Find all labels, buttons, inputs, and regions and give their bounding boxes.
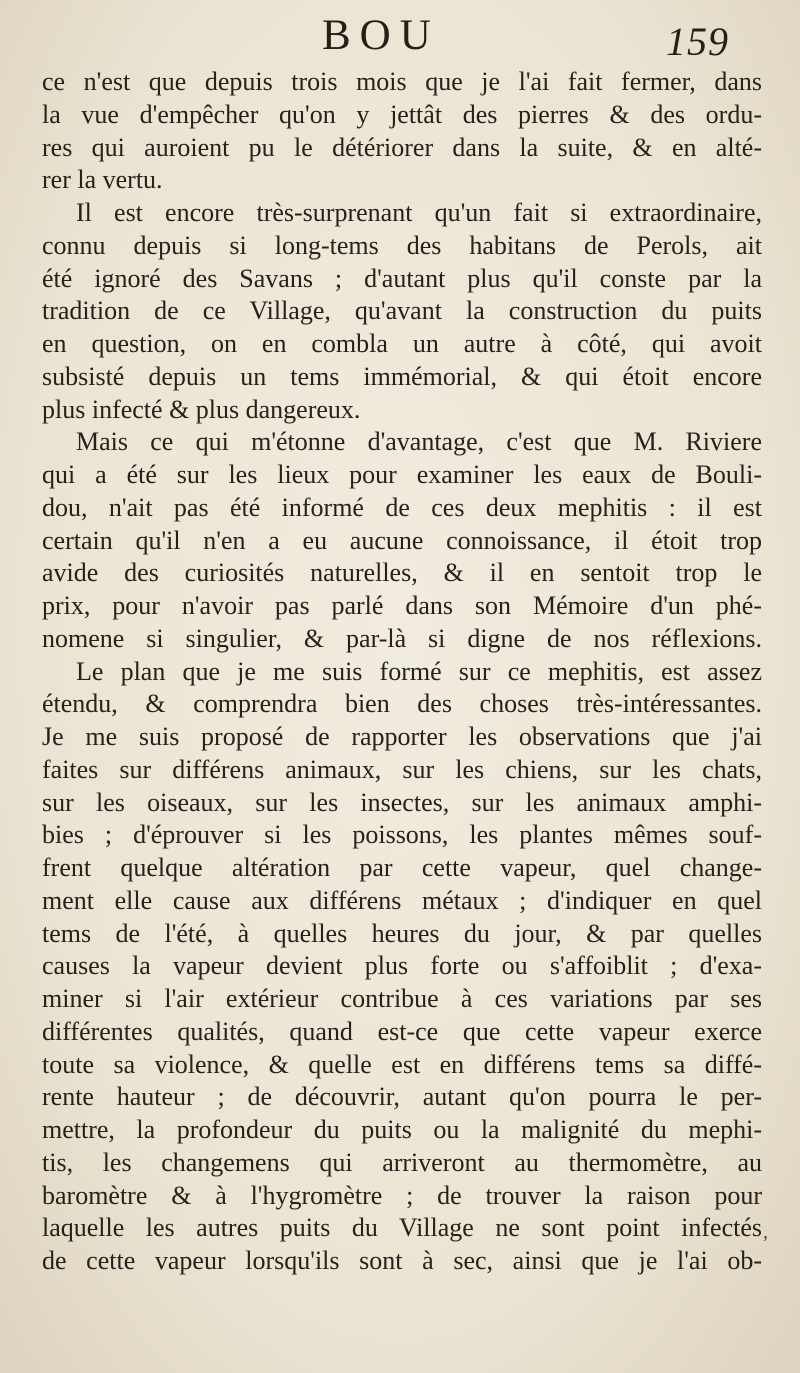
text-line: ce n'est que depuis trois mois que je l'ai fait fermer, dans	[42, 67, 762, 96]
text-line: tradition de ce Village, qu'avant la construction du puits	[42, 296, 762, 326]
text-line: prix, pour n'avoir pas parlé dans son Mémoire d'un phé-	[42, 591, 762, 620]
text-line: avide des curiosités naturelles, & il en sentoit trop le	[42, 558, 762, 588]
text-line: faites sur différens animaux, sur les chiens, sur les chats,	[42, 754, 762, 784]
text-line: plus infecté & plus dangereux.	[42, 394, 361, 424]
paragraph-first-line: Il est encore très-surprenant qu'un fait si extraordinaire,	[76, 198, 762, 227]
text-line: été ignoré des Savans ; d'autant plus qu'il conste par la	[42, 263, 762, 293]
text-line: sur les oiseaux, sur les insectes, sur les animaux amphi-	[42, 787, 762, 817]
text-line: bies ; d'éprouver si les poissons, les plantes mêmes souf-	[42, 820, 762, 850]
text-line: baromètre & à l'hygromètre ; de trouver la raison pour	[42, 1180, 762, 1210]
text-line: connu depuis si long-tems des habitans de Perols, ait	[42, 230, 762, 260]
text-line: de cette vapeur lorsqu'ils sont à sec, ainsi que je l'ai ob-	[42, 1246, 762, 1275]
text-line: tis, les changemens qui arriveront au thermomètre, au	[42, 1147, 762, 1177]
text-line: la vue d'empêcher qu'on y jettât des pierres & des ordu-	[42, 99, 762, 129]
text-line: Je me suis proposé de rapporter les observations que j'ai	[42, 722, 762, 751]
text-line: certain qu'il n'en a eu aucune connoissance, il étoit trop	[42, 525, 762, 555]
text-line: res qui auroient pu le détériorer dans la suite, & en alté-	[42, 132, 762, 162]
text-line: ment elle cause aux différens métaux ; d'indiquer en quel	[42, 885, 762, 915]
text-line: mettre, la profondeur du puits ou la malignité du mephi-	[42, 1115, 762, 1144]
text-line: frent quelque altération par cette vapeur, quel change-	[42, 853, 762, 882]
text-line: causes la vapeur devient plus forte ou s'affoiblit ; d'exa-	[42, 951, 762, 981]
body-text	[42, 66, 762, 1278]
text-line: toute sa violence, & quelle est en différens tems sa diffé-	[42, 1049, 762, 1079]
running-head: BOU	[322, 12, 440, 59]
text-line: miner si l'air extérieur contribue à ces variations par ses	[42, 984, 762, 1013]
text-line: rer la vertu.	[42, 165, 163, 195]
paragraph-first-line: Le plan que je me suis formé sur ce mephitis, est assez	[76, 656, 762, 686]
text-line: en question, on en combla un autre à côté, qui avoit	[42, 329, 762, 358]
text-line: nomene si singulier, & par-là si digne de nos réflexions.	[42, 623, 762, 653]
margin-speck: ’	[762, 1232, 769, 1254]
text-line: subsisté depuis un tems immémorial, & qui étoit encore	[42, 361, 762, 391]
text-line: dou, n'ait pas été informé de ces deux mephitis : il est	[42, 492, 762, 522]
page-number: 159	[666, 19, 729, 64]
text-line: qui a été sur les lieux pour examiner les eaux de Bouli-	[42, 460, 762, 489]
text-line: différentes qualités, quand est-ce que cette vapeur exerce	[42, 1016, 762, 1046]
paragraph-first-line: Mais ce qui m'étonne d'avantage, c'est que M. Riviere	[76, 427, 762, 457]
text-line: étendu, & comprendra bien des choses très-intéressantes.	[42, 689, 762, 719]
text-line: rente hauteur ; de découvrir, autant qu'on pourra le per-	[42, 1082, 762, 1112]
text-line: tems de l'été, à quelles heures du jour, & par quelles	[42, 918, 762, 948]
text-line: laquelle les autres puits du Village ne sont point infectés	[42, 1213, 762, 1243]
